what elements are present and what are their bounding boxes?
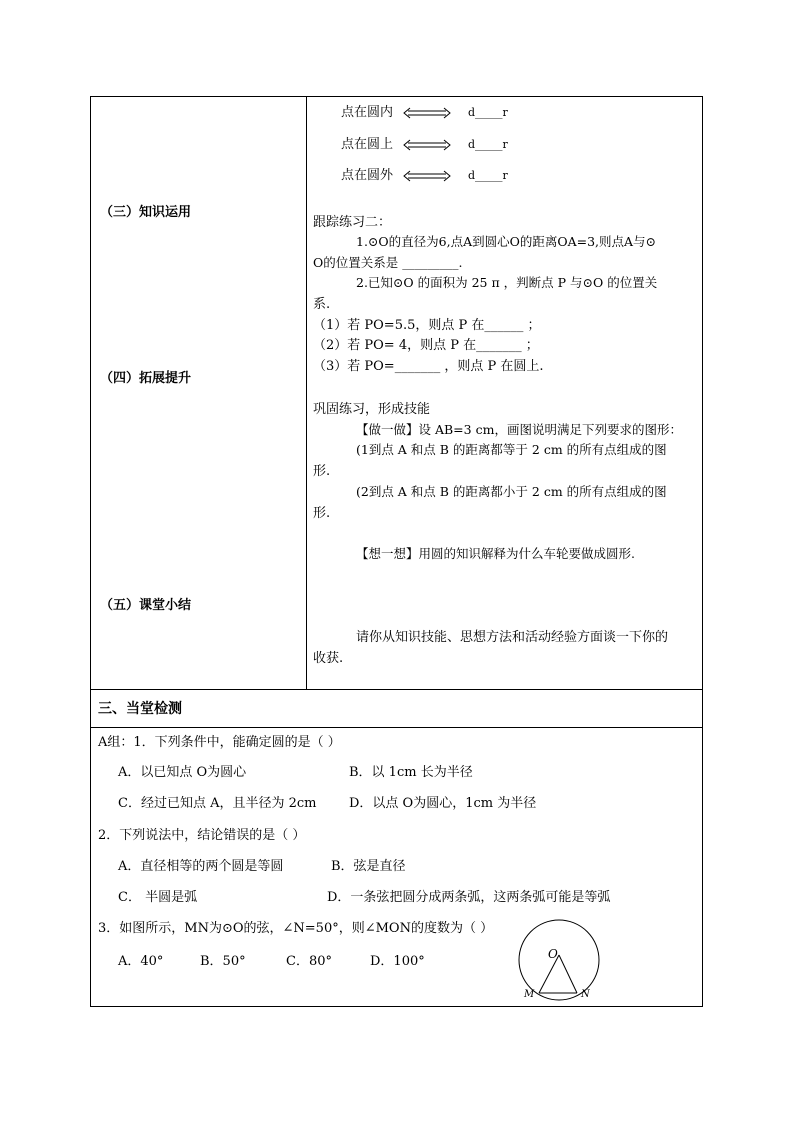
summary-line2: 收获.	[313, 651, 344, 666]
double-arrow-icon	[402, 107, 452, 119]
check-q1-option-d: D．以点 O为圆心，1cm 为半径	[349, 796, 537, 811]
consolidate-item1-line2: 形.	[313, 464, 331, 479]
consolidate-title: 巩固练习，形成技能	[313, 402, 431, 417]
relation-outside-value: d_____r	[468, 169, 508, 182]
tracking-sub3: （3）若 PO=_______ ，则点 P 在圆上.	[313, 359, 544, 374]
check-q2: 2．下列说法中，结论错误的是（ ）	[98, 828, 306, 843]
check-q3-option-b: B．50°	[200, 954, 246, 969]
tracking-sub2: （2）若 PO= 4，则点 P 在_______ ；	[313, 338, 539, 353]
column-divider	[306, 96, 307, 689]
relation-outside-label: 点在圆外	[341, 168, 394, 183]
tracking-q1-line2: O的位置关系是 _________.	[313, 255, 463, 270]
check-q2-option-d: D．一条弦把圆分成两条弧，这两条弧可能是等弧	[327, 890, 611, 905]
section-title-4: （四）拓展提升	[100, 371, 192, 386]
consolidate-do: 【做一做】设 AB=3 cm，画图说明满足下列要求的图形：	[356, 422, 682, 437]
row-divider-2	[90, 727, 703, 728]
check-q3-option-c: C．80°	[286, 954, 332, 969]
consolidate-item2-line2: 形.	[313, 506, 331, 521]
check-q1-option-a: A．以已知点 O为圆心	[118, 765, 247, 780]
relation-inside-label: 点在圆内	[341, 105, 394, 120]
check-q3: 3．如图所示，MN为⊙O的弦，∠N=50°，则∠MON的度数为（ ）	[98, 921, 494, 936]
consolidate-item2-line1: (2到点 A 和点 B 的距离都小于 2 cm 的所有点组成的图	[356, 484, 667, 499]
check-q3-option-a: A．40°	[118, 954, 164, 969]
check-q3-option-d: D．100°	[370, 954, 425, 969]
check-q1-option-c: C．经过已知点 A，且半径为 2cm	[118, 796, 317, 811]
table-border-bottom	[90, 1006, 703, 1007]
relation-on-value: d_____r	[468, 138, 508, 151]
row-divider-1	[90, 689, 703, 690]
relation-inside-value: d_____r	[468, 106, 508, 119]
tracking-title: 跟踪练习二：	[313, 215, 392, 230]
double-arrow-icon	[402, 170, 452, 182]
figure-label-n: N	[581, 989, 590, 1000]
figure-label-o: O	[548, 947, 558, 961]
tracking-q1-line1: 1.⊙O的直径为6,点A到圆心O的距离OA=3,则点A与⊙	[356, 234, 657, 249]
table-border-left	[90, 96, 91, 1007]
section-title-3: （三）知识运用	[100, 205, 192, 220]
check-q1-option-b: B．以 1cm 长为半径	[349, 765, 473, 780]
summary-line1: 请你从知识技能、思想方法和活动经验方面谈一下你的	[356, 630, 669, 645]
check-q2-option-c: C． 半圆是弧	[118, 890, 198, 905]
section-title-5: （五）课堂小结	[100, 598, 192, 613]
relation-on-label: 点在圆上	[341, 137, 394, 152]
check-q2-option-a: A．直径相等的两个圆是等圆	[118, 859, 284, 874]
figure-label-m: M	[524, 989, 535, 1000]
double-arrow-icon	[402, 139, 452, 151]
check-header: 三、当堂检测	[98, 701, 182, 717]
check-q1: A组：1．下列条件中，能确定圆的是（ ）	[98, 735, 341, 750]
table-border-right	[702, 96, 703, 1007]
consolidate-think: 【想一想】用圆的知识解释为什么车轮要做成圆形.	[356, 546, 635, 561]
consolidate-item1-line1: (1到点 A 和点 B 的距离都等于 2 cm 的所有点组成的图	[356, 442, 667, 457]
tracking-q2-line1: 2.已知⊙O 的面积为 25 π ，判断点 P 与⊙O 的位置关	[356, 275, 658, 290]
check-q2-option-b: B．弦是直径	[331, 859, 406, 874]
tracking-sub1: （1）若 PO=5.5，则点 P 在______ ；	[313, 318, 541, 333]
table-border-top	[90, 96, 703, 97]
tracking-q2-line2: 系.	[313, 297, 331, 312]
